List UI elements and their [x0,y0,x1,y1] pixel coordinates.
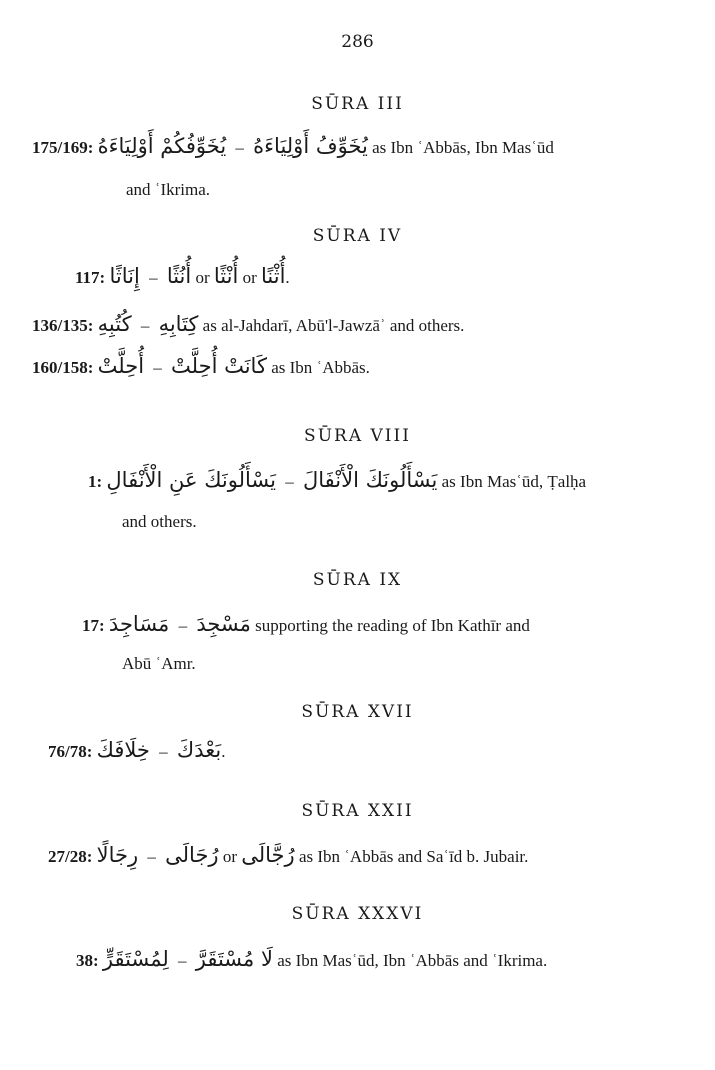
arabic-variant: كَانَتْ أُحِلَّتْ [171,354,267,378]
entry-line [32,134,554,158]
attribution-text: as Ibn ʿAbbās. [271,358,370,377]
arabic-variant: بَعْدَكَ [176,738,222,762]
sura-heading: SŪRA XXXVI [291,904,424,924]
attribution-text: as al-Jahdarī, Abū'l-Jawzāʾ and others. [202,316,465,335]
separator: – [235,138,244,157]
arabic-variant: يُخَوِّفُ أَوْلِيَاءَهُ [253,134,368,158]
arabic-variant: مَسْجِدَ [196,612,251,636]
arabic-variant: أُنْثًا [213,264,239,288]
or-word: or [195,268,210,287]
verse-ref: 27/28: [48,847,93,866]
verse-ref: 160/158: [32,358,94,377]
verse-ref: 175/169: [32,138,94,157]
attribution-text: supporting the reading of Ibn Kathīr and [255,616,530,635]
continuation-line: and others. [122,512,197,531]
separator: – [140,316,150,335]
verse-ref: 136/135: [32,316,94,335]
verse-ref: 17: [82,616,105,635]
attribution-text: as Ibn ʿAbbās and Saʿīd b. Jubair. [298,847,529,866]
entry-line [82,612,530,636]
arabic-reading: أُحِلَّتْ [97,354,145,378]
separator: – [178,616,188,635]
separator: – [159,742,168,761]
attribution-text: as Ibn Masʿūd, Ṭalḥa [441,472,587,491]
sura-heading: SŪRA III [311,94,404,114]
separator: – [147,847,156,866]
period: . [221,742,226,761]
arabic-reading: رِجَالًا [96,843,139,867]
arabic-reading: لِمُسْتَقَرٍّ [102,947,169,971]
entry-line [48,843,528,867]
period: . [285,268,290,287]
arabic-variant: كِتَابِهِ [158,312,199,336]
separator: – [178,951,187,970]
separator: – [153,358,162,377]
arabic-reading: مَسَاجِدَ [108,612,170,636]
arabic-variant: لَا مُسْتَقَرَّ [195,947,273,971]
entry-line [76,947,547,971]
page-number: 286 [341,32,374,52]
arabic-variant: أُنُثًا [166,264,192,288]
arabic-variant: يَسْأَلُونَكَ الْأَنْفَالَ [303,468,438,492]
attribution-text: as Ibn Masʿūd, Ibn ʿAbbās and ʿIkrima. [277,951,548,970]
sura-heading: SŪRA VIII [304,426,411,446]
entry-line [32,354,370,378]
arabic-variant: أُثْنًا [261,264,286,288]
separator: – [149,268,158,287]
verse-ref: 1: [88,472,103,491]
entry-line [48,738,225,762]
arabic-reading: خِلَافَكَ [96,738,150,762]
verse-ref: 117: [75,268,106,287]
arabic-reading: إِنَاثًا [109,264,140,288]
sura-heading: SŪRA XXII [301,801,414,821]
arabic-reading: كُتُبِهِ [97,312,132,336]
verse-ref: 76/78: [48,742,93,761]
entry-line [75,264,290,288]
arabic-reading: يَسْأَلُونَكَ عَنِ الْأَنْفَالِ [106,468,276,492]
or-word: or [242,268,257,287]
attribution-text: as Ibn ʿAbbās, Ibn Masʿūd [372,138,554,157]
arabic-variant: رُجَّالَى [241,843,295,867]
separator: – [285,472,294,491]
entry-line [32,312,464,336]
verse-ref: 38: [76,951,99,970]
continuation-line: and ʿIkrima. [126,180,211,199]
sura-heading: SŪRA IX [312,570,403,590]
continuation-line: Abū ʿAmr. [122,654,196,673]
entry-line [88,468,586,492]
arabic-variant: رُجَالَى [165,843,219,867]
or-word: or [222,847,237,866]
sura-heading: SŪRA XVII [301,702,414,722]
arabic-reading: يُخَوِّفُكُمْ أَوْلِيَاءَهُ [97,134,227,158]
sura-heading: SŪRA IV [312,226,403,246]
